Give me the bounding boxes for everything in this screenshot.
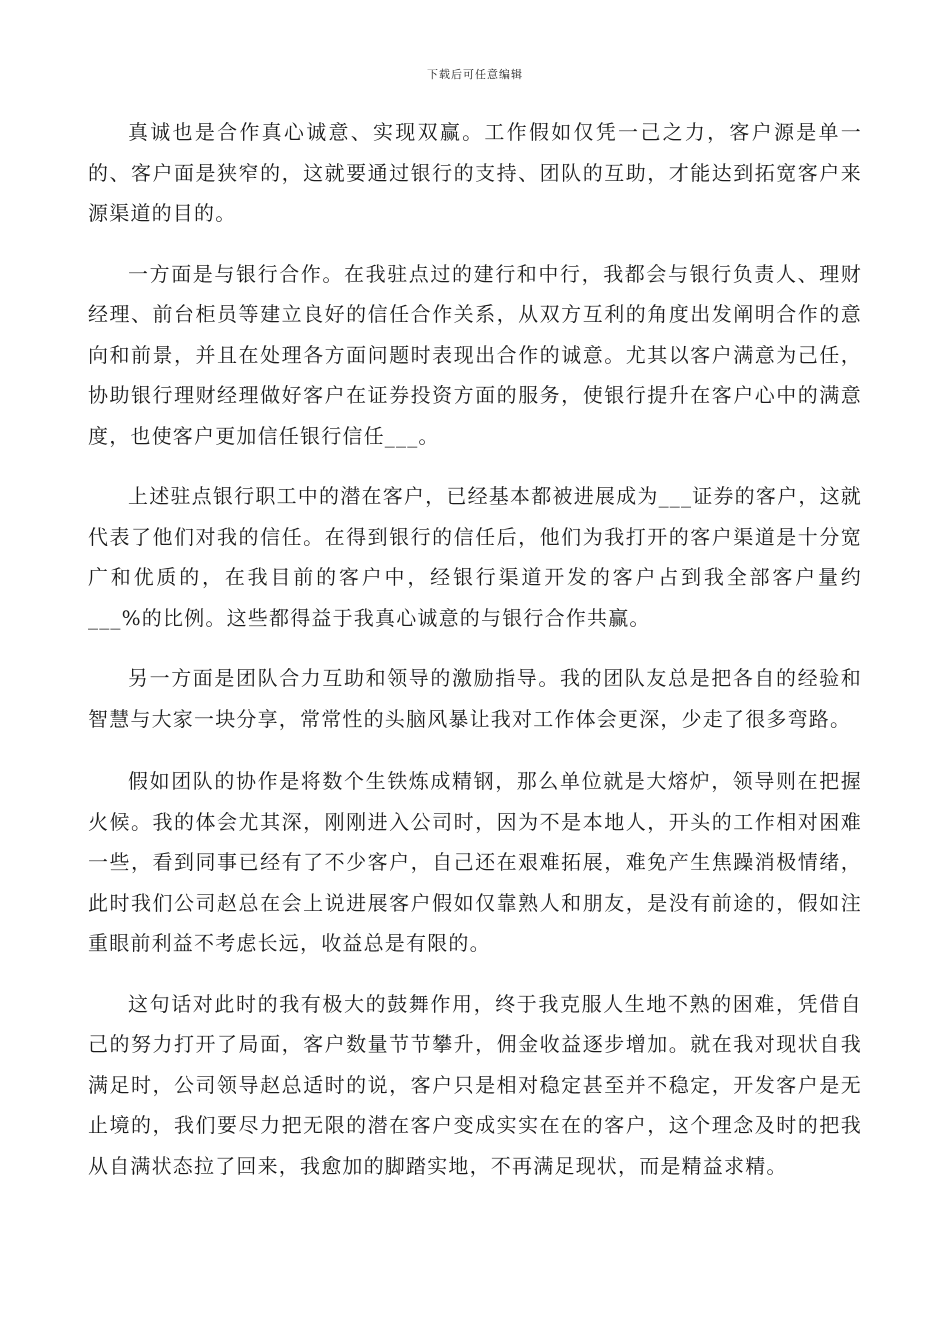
paragraph-4: 另一方面是团队合力互助和领导的激励指导。我的团队友总是把各自的经验和智慧与大家一块分享，常常性的头脑风暴让我对工作体会更深，少走了很多弯路。 — [88, 666, 862, 731]
paragraph-5: 假如团队的协作是将数个生铁炼成精钢，那么单位就是大熔炉，领导则在把握火候。我的体会尤其深，刚刚进入公司时，因为不是本地人，开头的工作相对困难一些，看到同事已经有了不少客户，自己还在艰难拓展，难免产生焦躁消极情绪，此时我们公司赵总在会上说进展客户假如仅靠熟人和朋友，是没有前途的，假如注重眼前利益不考虑长远，收益总是有限的。 — [88, 769, 862, 955]
page-header-note: 下载后可任意编辑 — [427, 68, 523, 81]
paragraph-6: 这句话对此时的我有极大的鼓舞作用，终于我克服人生地不熟的困难，凭借自己的努力打开了局面，客户数量节节攀升，佣金收益逐步增加。就在我对现状自我满足时，公司领导赵总适时的说，客户只是相对稳定甚至并不稳定，开发客户是无止境的，我们要尽力把无限的潜在客户变成实实在在的客户，这个理念及时的把我从自满状态拉了回来，我愈加的脚踏实地，不再满足现状，而是精益求精。 — [88, 991, 862, 1178]
paragraph-3: 上述驻点银行职工中的潜在客户，已经基本都被进展成为___证券的客户，这就代表了他们对我的信任。在得到银行的信任后，他们为我打开的客户渠道是十分宽广和优质的，在我目前的客户中，经银行渠道开发的客户占到我全部客户量约___%的比例。这些都得益于我真心诚意的与银行合作共赢。 — [88, 484, 862, 630]
paragraph-2: 一方面是与银行合作。在我驻点过的建行和中行，我都会与银行负责人、理财经理、前台柜员等建立良好的信任合作关系，从双方互利的角度出发阐明合作的意向和前景，并且在处理各方面问题时表现出合作的诚意。尤其以客户满意为己任，协助银行理财经理做好客户在证券投资方面的服务，使银行提升在客户心中的满意度，也使客户更加信任银行信任___。 — [88, 261, 862, 448]
document-body — [88, 112, 862, 1206]
paragraph-1: 真诚也是合作真心诚意、实现双赢。工作假如仅凭一己之力，客户源是单一的、客户面是狭窄的，这就要通过银行的支持、团队的互助，才能达到拓宽客户来源渠道的目的。 — [88, 120, 862, 225]
